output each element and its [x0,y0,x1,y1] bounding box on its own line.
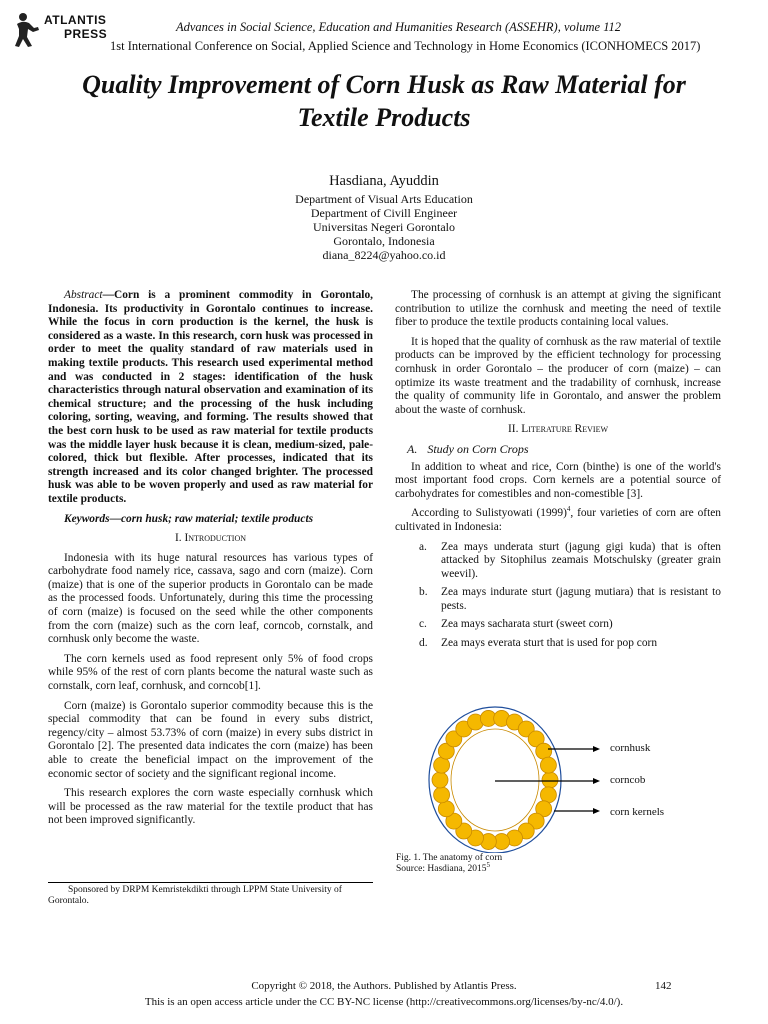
footnote: Sponsored by DRPM Kemristekdikti through LPPM State University of Gorontalo. [48,885,342,906]
figure-caption-source: Source: Hasdiana, 2015$^5$ [396,860,490,874]
list-item: d. Zea mays everata sturt that is used for pop corn [419,637,658,650]
license-notice: This is an open access article under the CC BY-NC license (http://creativecommons.org/licenses/by-nc/4.0/). [144,996,624,1008]
subsection-heading: A. Study on Corn Crops [407,441,529,456]
keywords-label: Keywords [64,512,110,525]
publisher-logo-text [44,13,107,41]
corn-kernel [540,757,556,773]
logo-line-2: PRESS [64,27,108,41]
paragraph: In addition to wheat and rice, Corn (binthe) is one of the world's most important food crops. Corn kernels are a potential source of carbohydrates for comestibles and non-comestible [3]. [395,460,721,500]
affiliation-line: Universitas Negeri Gorontalo [313,220,455,234]
list-item: b. Zea mays indurate sturt (jagung mutiara) that is resistant to pests. [419,586,721,612]
figure-label-cornhusk: cornhusk [610,742,651,754]
conference-header: 1st International Conference on Social, Applied Science and Technology in Home Economics (ICONHOMECS 2017) [110,39,701,53]
paragraph: The processing of cornhusk is an attempt at giving the significant contribution to utilize the cornhusk and meeting the need of textile fiber to produce the textile products containing local values. [395,289,721,329]
atlantis-press-logo-icon [14,12,40,48]
affiliation-block [0,192,768,262]
footnote-divider [48,882,373,883]
corncob-core [451,729,539,831]
corn-anatomy-figure [420,703,720,853]
section-heading-literature-review: II. Literature Review [507,423,609,436]
keywords [48,513,373,527]
abstract-text: —Corn is a prominent commodity in Gorontalo, Indonesia. Its productivity in Gorontalo continues to increase. While the focus in corn production is the kernel, the husk is considered as a waste. In this research, corn husk was processed in order to meet the quality standard of raw materials used in making textile products. This research used experimental method and was conducted in 2 stages: identification of the husk characteristics through natural observation and examination of its chemical structure; and the processing of the husk including coloring, sorting, weaving, and forming. The results showed that the best corn husk to be used as raw material for textile products was the middle layer husk because it is clean, medium-sized, pale-colored, thick but flexible. After processes, indicated that its strength increased and its color changed brighter. The processed husk was able to be woven properly and used as raw material for textile products. [48,289,373,505]
corn-kernel [542,772,558,788]
abstract [48,289,373,507]
corn-kernel [432,772,448,788]
corn-kernel [536,743,552,759]
paragraph: According to Sulistyowati $(1999)^4$, four varieties of corn are often cultivated in Indonesia: [395,505,721,533]
author-email: diana_8224@yahoo.co.id [322,248,446,262]
figure-label-corn-kernels: corn kernels [610,806,665,818]
corn-varieties-list [395,541,721,651]
cornhusk-arrowhead [593,746,600,752]
paragraph: The corn kernels used as food represent only 5% of food crops while 95% of the rest of corn plants become the natural waste such as cornstalk, corn leaf, cornhusk, and corncob[1]. [48,652,373,693]
corn-kernel [434,787,450,803]
paragraph: It is hoped that the quality of cornhusk as the raw material of textile products can be improved by the efficient technology for processing cornhusk in order Gorontalo – the producer of corn (maize) – can optimize its waste treatment and the tradability of cornhusk, increase the quality of community life in Gorontalo, and answer the problem about the waste of cornhusk. [395,335,721,416]
copyright-notice: Copyright © 2018, the Authors. Published by Atlantis Press. [251,980,517,992]
abstract-label: Abstract [64,289,103,301]
figure-caption [396,853,502,875]
logo-line-1: ATLANTIS [44,13,107,27]
corn-kernel [540,787,556,803]
paper-title: Quality Improvement of Corn Husk as Raw Material for Textile Products [82,70,686,132]
keywords-text: —corn husk; raw material; textile products [109,512,314,525]
paragraph: Indonesia with its huge natural resources has various types of carbohydrate food namely rice, cassava, sago and corn (maize). Corn (maize) that is one of the superior products in Gorontalo can be made as the processed foods. Unfortunately, during this time the processing of corn (maize) is focused on the seed while the other components from the corn (maize) such as the corn leaf, corncob, cornstalk, and cornhusk only become the waste. [48,551,373,646]
left-column [48,289,373,834]
list-item: c. Zea mays sacharata sturt (sweet corn) [419,618,613,631]
list-item: a. Zea mays underata sturt (jagung gigi kuda) that is often attacked by Sitophilus zeamais Motschulsky (greater grain weevil). [419,540,721,580]
corn-kernel [434,757,450,773]
page-number: 142 [655,980,672,992]
figure-caption-title: Fig. 1. The anatomy of corn [396,853,503,863]
affiliation-line: Gorontalo, Indonesia [333,234,435,248]
affiliation-line: Department of Civill Engineer [310,206,458,220]
series-header: Advances in Social Science, Education and Humanities Research (ASSEHR), volume 112 [176,20,622,34]
paragraph: Corn (maize) is Gorontalo superior commodity because this is the special commodity that can be found in every subs district, regency/city – almost 53.73% of corn (maize) in every subs district in Gorontalo [2]. The presented data indicates the corn (maize) has been able to create the beneficial impact on the improvement of the economic sector of society and the significant regional income. [48,699,373,780]
kernel-arrowhead [593,808,600,814]
paragraph: This research explores the corn waste especially cornhusk which will be processed as the raw material for the textile product that has not been improved significantly. [48,787,373,827]
corncob-arrowhead [593,778,600,784]
figure-label-corncob: corncob [610,774,646,786]
section-heading-introduction: I. Introduction [174,532,247,545]
corn-kernel [438,801,454,817]
corn-anatomy-diagram [420,703,720,853]
affiliation-line: Department of Visual Arts Education [295,192,473,206]
right-column [395,289,721,656]
authors: Hasdiana, Ayuddin [329,173,439,189]
